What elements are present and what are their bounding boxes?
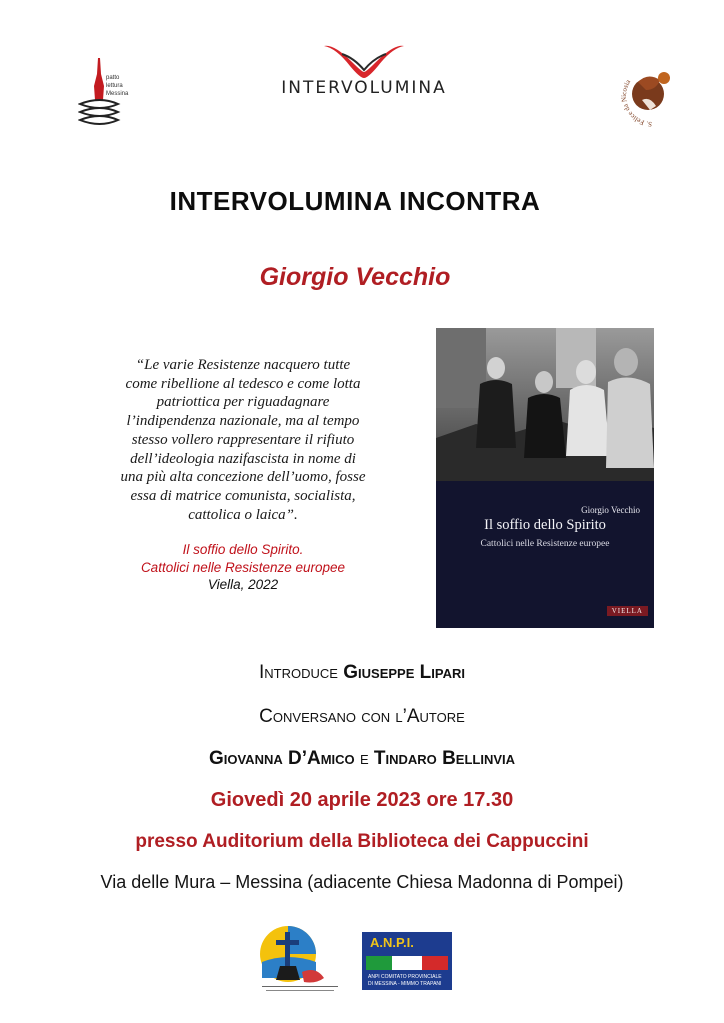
- intro-line: [0, 662, 724, 684]
- quote-line: essa di matrice comunista, socialista,: [130, 487, 356, 504]
- speakers-line: [0, 748, 724, 770]
- conversano-line: Conversano con l’Autore: [259, 706, 465, 727]
- speaker-1: Giovanna D’Amico: [208, 748, 355, 769]
- quote-line: dell’ideologia nazifascista in nome di: [130, 450, 356, 467]
- quote-line: cattolica o laica”.: [188, 506, 298, 523]
- book-ref-title: Il soffio dello Spirito.: [182, 542, 304, 557]
- logo-text-patto: patto: [106, 75, 120, 81]
- brand-name: INTERVOLUMINA: [281, 78, 447, 98]
- event-venue: presso Auditorium della Biblioteca dei Cappuccini: [135, 831, 589, 852]
- intro-name: Giuseppe Lipari: [343, 662, 465, 683]
- speakers-conjunction: e: [359, 748, 369, 769]
- anpi-line-1: ANPI COMITATO PROVINCIALE: [368, 974, 442, 980]
- anpi-title: A.N.P.I.: [370, 935, 414, 950]
- intervolumina-logo: [262, 40, 466, 102]
- quote-block: [112, 356, 374, 524]
- speaker-2: Tindaro Bellinvia: [373, 748, 516, 769]
- cover-author: Giorgio Vecchio: [581, 505, 640, 515]
- quote-line: patriottica per riguadagnare: [156, 394, 330, 411]
- anpi-logo: [362, 932, 452, 990]
- quote-line: come ribellione al tedesco e come lotta: [125, 375, 361, 392]
- logo-text-lettura: lettura: [106, 83, 123, 89]
- cover-subtitle: Cattolici nelle Resistenze europee: [480, 539, 610, 549]
- event-address: Via delle Mura – Messina (adiacente Chiesa Madonna di Pompei): [100, 872, 624, 892]
- san-felice-logo: [616, 60, 688, 132]
- anpi-line-2: DI MESSINA - MIMMO TRAPANI: [368, 981, 442, 987]
- intro-prefix: Introduce: [259, 662, 338, 683]
- book-reference: [112, 541, 374, 594]
- right-logo-text: S. Felice da Nicosia: [619, 78, 653, 129]
- headline: INTERVOLUMINA INCONTRA: [169, 186, 541, 216]
- logo-text-messina: Messina: [106, 91, 129, 97]
- diocese-logo: [258, 922, 342, 998]
- quote-line: stesso vollero rappresentare il rifiuto: [131, 431, 355, 448]
- book-ref-subtitle: Cattolici nelle Resistenze europee: [140, 559, 346, 575]
- quote-line: una più alta concezione dell’uomo, fosse: [120, 469, 366, 486]
- cover-photo: [436, 328, 654, 481]
- book-ref-publisher: Viella, 2022: [207, 577, 279, 592]
- quote-line: l’indipendenza nazionale, ma al tempo: [126, 413, 360, 430]
- author-name: Giorgio Vecchio: [259, 263, 451, 291]
- intervolumina-mark-icon: [262, 40, 466, 78]
- quote-line: “Le varie Resistenze nacquero tutte: [135, 357, 351, 373]
- patto-lettura-logo: [78, 52, 138, 132]
- event-date: Giovedì 20 aprile 2023 ore 17.30: [210, 789, 514, 811]
- cover-title: Il soffio dello Spirito: [484, 517, 606, 533]
- book-cover: [436, 328, 654, 628]
- cover-publisher-badge: VIELLA: [607, 606, 648, 616]
